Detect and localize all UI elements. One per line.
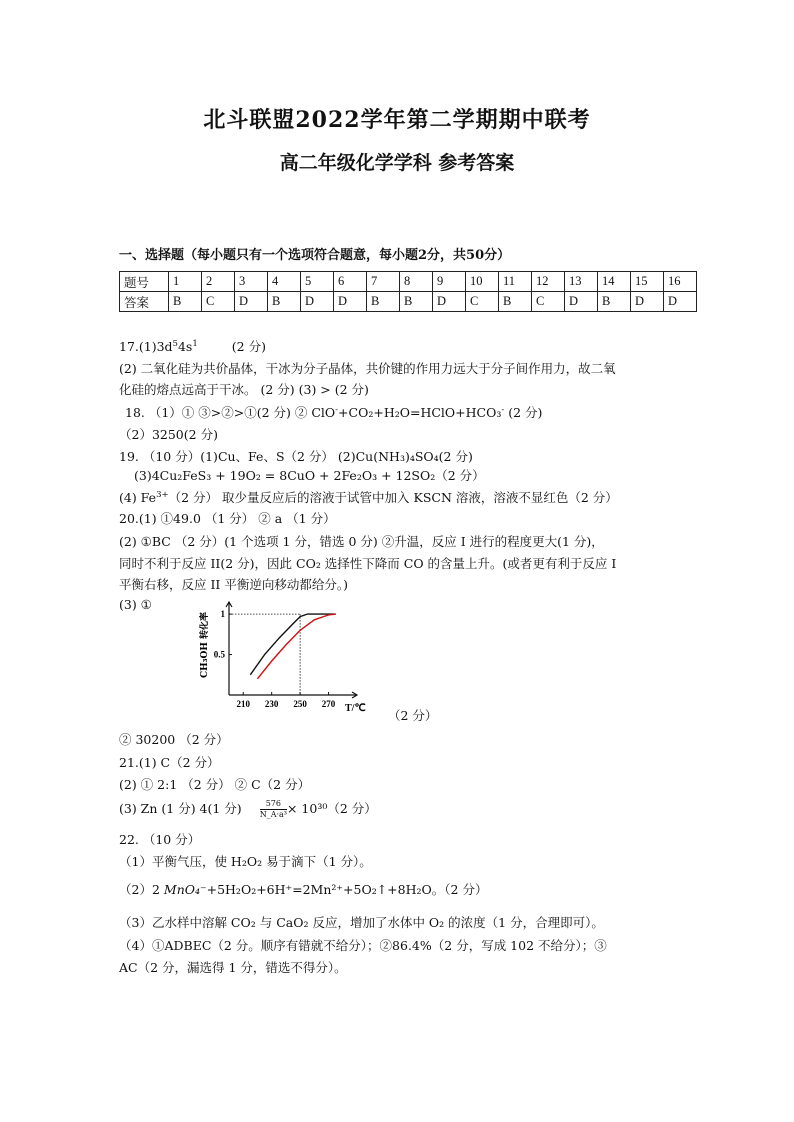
q17-line1	[119, 337, 266, 355]
table-cell: B	[367, 292, 400, 312]
q18-line1	[125, 403, 542, 421]
q22-line2: （1）平衡气压，使 H₂O₂ 易于滴下（1 分）。	[119, 854, 372, 869]
table-cell: C	[202, 292, 235, 312]
table-cell: D	[235, 292, 268, 312]
table-cell: D	[334, 292, 367, 312]
series-line-1	[250, 614, 335, 675]
y-tick-label: 0.5	[213, 649, 225, 660]
ion-formula: MnO₄⁻	[163, 882, 207, 897]
series-line-2	[257, 614, 335, 679]
table-cell: D	[433, 292, 466, 312]
table-row-answers	[120, 292, 697, 312]
table-cell: C	[532, 292, 565, 312]
table-cell: B	[169, 292, 202, 312]
superscript: 1	[192, 338, 198, 349]
table-cell: B	[598, 292, 631, 312]
table-cell: 3	[235, 272, 268, 292]
q22-line5: （4）①ADBEC（2 分。顺序有错就不给分）；②86.4%（2 分，写成 102 不给分）；③	[119, 938, 607, 953]
table-cell: B	[499, 292, 532, 312]
fraction-numerator: 576	[260, 799, 287, 810]
text: +CO₂+H₂O=HClO+HCO₃	[338, 405, 502, 420]
superscript: 5	[172, 338, 178, 349]
q20-line2: (2) ①BC （2 分）(1 个选项 1 分，错选 0 分) ②升温，反应 I 进行的程度更大(1 分)，	[119, 534, 604, 549]
fraction	[260, 799, 287, 820]
q20-line6: ② 30200 （2 分）	[119, 732, 229, 747]
superscript: -	[501, 404, 505, 415]
chart-score: （2 分）	[388, 708, 438, 723]
table-cell: D	[301, 292, 334, 312]
q20-line1: 20.(1) ①49.0 （1 分） ② a （1 分）	[119, 511, 336, 526]
table-cell: 11	[499, 272, 532, 292]
table-cell: 10	[466, 272, 499, 292]
table-cell: D	[565, 292, 598, 312]
q21-line2: (2) ① 2:1 （2 分） ② C（2 分）	[119, 777, 311, 792]
table-cell: B	[268, 292, 301, 312]
q22-line4: （3）乙水样中溶解 CO₂ 与 CaO₂ 反应，增加了水体中 O₂ 的浓度（1 分，合理即可）。	[119, 915, 604, 930]
q19-line2: (3)4Cu₂FeS₃ + 19O₂ = 8CuO + 2Fe₂O₃ + 12SO₂（2 分）	[134, 468, 485, 483]
q17-line3: 化硅的熔点远高于干冰。 (2 分) (3) > (2 分)	[119, 382, 369, 397]
text: （2 分） 取少量反应后的溶液于试管中加入 KSCN 溶液，溶液不显红色（2 分）	[168, 490, 618, 505]
q17-line2: (2) 二氧化硅为共价晶体，干冰为分子晶体，共价键的作用力远大于分子间作用力，故二氧	[119, 361, 616, 376]
text: 4s	[177, 339, 193, 354]
x-tick-label: 230	[264, 699, 279, 709]
table-cell: 13	[565, 272, 598, 292]
table-row-numbers	[120, 272, 697, 292]
y-tick-label: 1	[220, 609, 225, 620]
q22-line1: 22. （10 分）	[119, 832, 201, 847]
q22-line3	[119, 880, 487, 898]
table-cell: 16	[664, 272, 697, 292]
table-cell: 12	[532, 272, 565, 292]
q21-line1: 21.(1) C（2 分）	[119, 755, 220, 770]
x-tick-label: 270	[321, 699, 336, 709]
q20-line3: 同时不利于反应 II(2 分)，因此 CO₂ 选择性下降而 CO 的含量上升。(或者更有利于反应 I	[119, 556, 617, 571]
table-cell: 15	[631, 272, 664, 292]
superscript: 3+	[156, 489, 169, 500]
x-tick-label: 250	[293, 699, 307, 709]
fraction-denominator: N_A·a³	[259, 810, 287, 819]
y-axis-label: CH₃OH 转化率	[200, 611, 210, 679]
score: (2 分)	[231, 339, 266, 354]
table-cell: D	[631, 292, 664, 312]
table-cell: C	[466, 292, 499, 312]
table-cell: 6	[334, 272, 367, 292]
text: × 10³⁰（2 分）	[286, 801, 377, 816]
table-cell: 14	[598, 272, 631, 292]
row-label: 题号	[120, 272, 169, 292]
text: 18. （1）① ③>②>①(2 分) ② ClO	[125, 405, 336, 420]
table-cell: 8	[400, 272, 433, 292]
q20-line4: 平衡右移，反应 II 平衡逆向移动都给分。)	[119, 577, 348, 592]
superscript: -	[335, 404, 339, 415]
q19-line3	[119, 488, 618, 506]
table-cell: 9	[433, 272, 466, 292]
text: （2）2	[119, 882, 164, 897]
q22-line6: AC（2 分，漏选得 1 分，错选不得分）。	[119, 960, 347, 975]
page-subtitle: 高二年级化学学科 参考答案	[279, 152, 515, 174]
text: +5H₂O₂+6H⁺=2Mn²⁺+5O₂↑+8H₂O。（2 分）	[206, 882, 488, 897]
score: (2 分)	[504, 405, 543, 420]
x-tick-label: 210	[236, 699, 250, 709]
text: 17.(1)3d	[119, 339, 173, 354]
q20-line5: (3) ①	[119, 597, 152, 612]
table-cell: 2	[202, 272, 235, 292]
row-label: 答案	[120, 292, 169, 312]
text: (4) Fe	[119, 490, 157, 505]
table-cell: 4	[268, 272, 301, 292]
table-cell: B	[400, 292, 433, 312]
table-cell: 5	[301, 272, 334, 292]
page-title: 北斗联盟2022学年第二学期期中联考	[203, 107, 591, 133]
text: (3) Zn (1 分) 4(1 分)	[119, 801, 242, 816]
conversion-chart	[195, 597, 370, 717]
answer-table	[119, 271, 697, 312]
table-cell: 1	[169, 272, 202, 292]
q18-line2: （2）3250(2 分)	[119, 427, 218, 442]
table-cell: D	[664, 292, 697, 312]
x-axis-label: T/℃	[345, 703, 366, 714]
table-cell: 7	[367, 272, 400, 292]
q19-line1: 19. （10 分）(1)Cu、Fe、S（2 分） (2)Cu(NH₃)₄SO₄(2 分)	[119, 449, 473, 464]
q21-line3	[119, 799, 377, 820]
section-heading: 一、选择题（每小题只有一个选项符合题意，每小题2分，共50分）	[119, 248, 511, 263]
